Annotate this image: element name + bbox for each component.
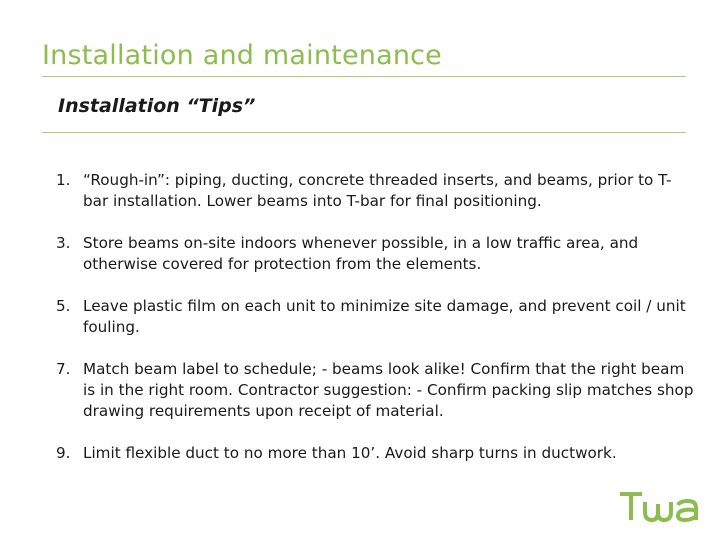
slide-title: Installation and maintenance bbox=[42, 40, 442, 71]
logo-letter-a bbox=[678, 501, 696, 520]
tip-text: Store beams on-site indoors whenever possible, in a low traffic area, and otherwise covered for protection from the elements. bbox=[83, 234, 639, 273]
tips-list bbox=[56, 170, 696, 485]
list-item bbox=[56, 296, 696, 338]
slide-subtitle: Installation “Tips” bbox=[58, 95, 256, 117]
list-item bbox=[56, 443, 696, 464]
tip-text: Limit flexible duct to no more than 10’. Avoid sharp turns in ductwork. bbox=[83, 444, 617, 462]
tip-number: 5. bbox=[56, 297, 71, 315]
tip-number: 3. bbox=[56, 234, 71, 252]
logo-letter-w bbox=[645, 502, 671, 520]
logo-letter-t bbox=[620, 494, 642, 520]
tip-number: 7. bbox=[56, 360, 71, 378]
list-item bbox=[56, 233, 696, 275]
tip-text: “Rough-in”: piping, ducting, concrete threaded inserts, and beams, prior to T-bar installation. Lower beams into T-bar for final positioning. bbox=[83, 171, 672, 210]
tip-text: Match beam label to schedule; - beams look alike! Confirm that the right beam is in the right room. Contractor suggestion: - Confirm packing slip matches shop drawing requirements upon receipt of material. bbox=[83, 360, 694, 420]
tip-text: Leave plastic film on each unit to minimize site damage, and prevent coil / unit fouling. bbox=[83, 297, 686, 336]
tip-number: 1. bbox=[56, 171, 71, 189]
twa-logo bbox=[618, 488, 708, 522]
tip-number: 9. bbox=[56, 444, 71, 462]
subtitle-divider bbox=[42, 132, 686, 133]
title-divider bbox=[42, 76, 686, 77]
list-item bbox=[56, 170, 696, 212]
list-item bbox=[56, 359, 696, 422]
